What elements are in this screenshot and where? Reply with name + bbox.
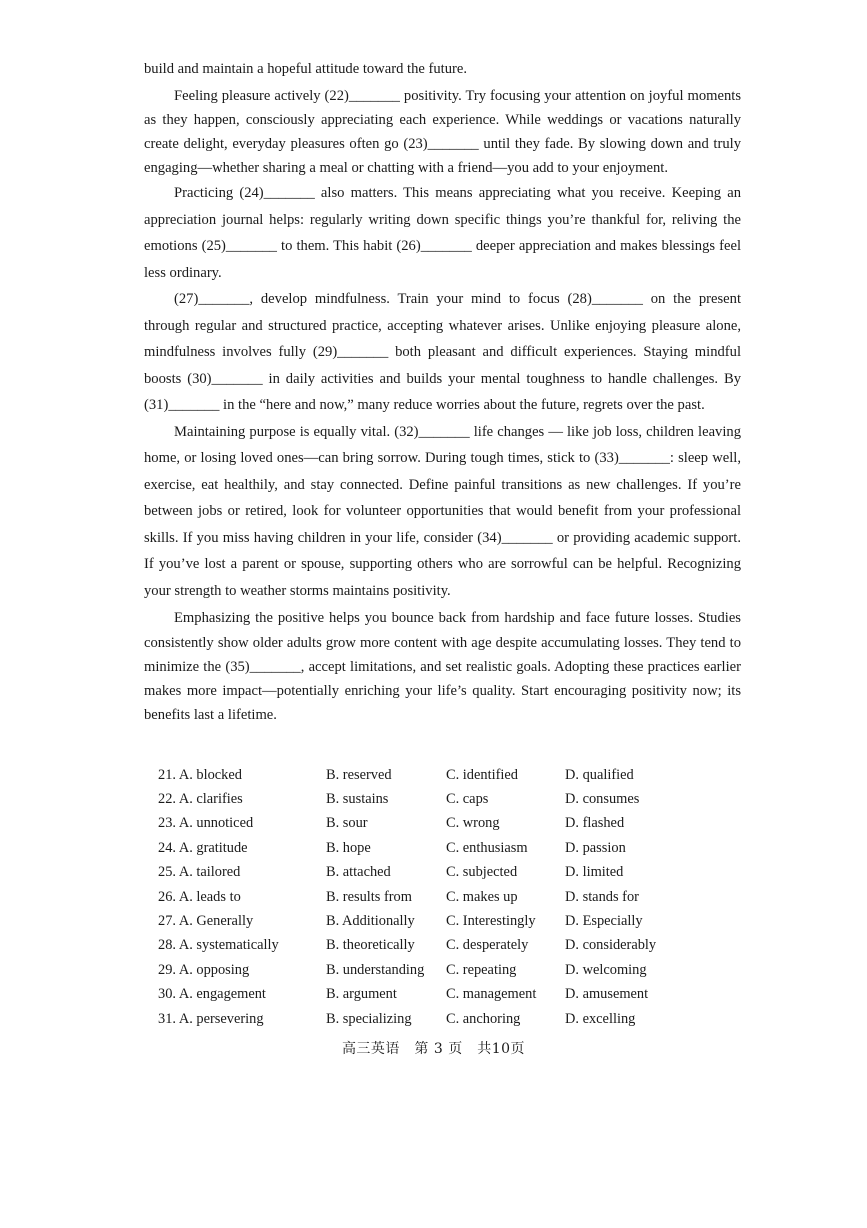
option-a: 31. A. persevering <box>158 1010 264 1027</box>
option-b: B. theoretically <box>326 937 415 954</box>
option-b: B. Additionally <box>326 913 415 930</box>
option-b: B. specializing <box>326 1010 412 1027</box>
option-d: D. Especially <box>565 913 643 930</box>
option-d: D. stands for <box>565 888 639 905</box>
question-row <box>158 909 738 933</box>
question-number: 23. <box>158 815 176 832</box>
question-number: 21. <box>158 766 176 783</box>
option-d: D. amusement <box>565 986 649 1003</box>
question-row <box>158 861 738 885</box>
question-number: 27. <box>158 913 176 930</box>
question-row <box>158 983 738 1007</box>
option-a: 25. A. tailored <box>158 864 241 881</box>
question-row <box>158 1007 738 1031</box>
question-number: 25. <box>158 864 176 881</box>
option-c: C. identified <box>446 766 518 783</box>
option-a: 29. A. opposing <box>158 961 250 978</box>
page-footer: 高三英语 第 3 页 共10页 <box>341 1041 526 1057</box>
option-a: 24. A. gratitude <box>158 839 248 856</box>
question-row <box>158 836 738 860</box>
option-b: B. sour <box>326 815 368 832</box>
option-b: B. understanding <box>326 961 425 978</box>
option-d: D. excelling <box>565 1010 636 1027</box>
question-number: 29. <box>158 961 176 978</box>
question-number: 30. <box>158 986 176 1003</box>
question-number: 28. <box>158 937 176 954</box>
question-row <box>158 763 738 787</box>
option-a: 21. A. blocked <box>158 766 242 783</box>
question-number: 22. <box>158 791 176 808</box>
paragraph-mindfulness: (27)_______, develop mindfulness. Train your mind to focus (28)_______ on the present through regular and structured practice, accepting whatever arises. Unlike enjoying pleasure alone, mindfulness involves fully (29)_______ both pleasant and difficult experiences. Staying mindful boosts (30)_______ in daily activities and builds your mental toughness to handle challenges. By (31)_______ in the “here and now,” many reduce worries about the future, regrets over the past. <box>144 291 741 414</box>
option-d: D. consumes <box>565 791 640 808</box>
question-number: 24. <box>158 839 176 856</box>
option-b: B. sustains <box>326 791 389 808</box>
option-c: C. desperately <box>446 937 529 954</box>
option-b: B. attached <box>326 864 391 881</box>
paragraph-positive: Emphasizing the positive helps you bounce back from hardship and face future losses. Studies consistently show older adults grow more content with age despite accumulating losses. They tend to minimize the (35)_______, accept limitations, and set realistic goals. Adopting these practices earlier makes more impact—potentially enriching your life’s quality. Start encouraging positivity now; its benefits last a lifetime. <box>144 610 741 724</box>
option-c: C. caps <box>446 791 489 808</box>
option-b: B. results from <box>326 888 412 905</box>
option-c: C. repeating <box>446 961 517 978</box>
option-d: D. welcoming <box>565 961 647 978</box>
option-d: D. qualified <box>565 766 634 783</box>
passage-continuation-line: build and maintain a hopeful attitude toward the future. <box>144 61 467 77</box>
option-a: 28. A. systematically <box>158 937 279 954</box>
option-a: 27. A. Generally <box>158 913 254 930</box>
option-a: 30. A. engagement <box>158 986 266 1003</box>
question-row <box>158 787 738 811</box>
answer-options <box>158 763 738 1031</box>
option-a: 26. A. leads to <box>158 888 241 905</box>
option-a: 23. A. unnoticed <box>158 815 254 832</box>
paragraph-purpose: Maintaining purpose is equally vital. (32)_______ life changes — like job loss, children leaving home, or losing loved ones—can bring sorrow. During tough times, stick to (33)_______: sleep well, exercise, eat healthily, and stay connected. Define painful transitions as new challenges. If you’re between jobs or retired, look for volunteer opportunities that would benefit from your professional skills. If you miss having children in your life, consider (34)_______ or providing academic support. If you’ve lost a parent or spouse, supporting others who are sorrowful can be helpful. Recognizing your strength to weather storms maintains positivity. <box>144 423 741 599</box>
question-row <box>158 885 738 909</box>
paragraph-pleasure: Feeling pleasure actively (22)_______ positivity. Try focusing your attention on joyful moments as they happen, consciously appreciating each experience. While weddings or vacations naturally create delight, everyday pleasures often go (23)_______ until they fade. By slowing down and truly engaging—whether sharing a meal or chatting with a friend—you add to your enjoyment. <box>144 87 741 177</box>
reading-passage <box>144 57 741 727</box>
option-b: B. reserved <box>326 766 392 783</box>
option-c: C. enthusiasm <box>446 839 528 856</box>
question-row <box>158 812 738 836</box>
option-d: D. considerably <box>565 937 657 954</box>
question-number: 26. <box>158 888 176 905</box>
option-c: C. Interestingly <box>446 913 536 930</box>
option-b: B. argument <box>326 986 397 1003</box>
question-row <box>158 934 738 958</box>
option-c: C. makes up <box>446 888 518 905</box>
option-c: C. subjected <box>446 864 518 881</box>
option-c: C. management <box>446 986 537 1003</box>
option-c: C. wrong <box>446 815 500 832</box>
option-d: D. flashed <box>565 815 625 832</box>
option-a: 22. A. clarifies <box>158 791 243 808</box>
option-d: D. passion <box>565 839 626 856</box>
option-c: C. anchoring <box>446 1010 521 1027</box>
option-d: D. limited <box>565 864 624 881</box>
question-row <box>158 958 738 982</box>
option-b: B. hope <box>326 839 371 856</box>
paragraph-gratitude: Practicing (24)_______ also matters. This means appreciating what you receive. Keeping an appreciation journal helps: regularly writing down specific things you’re thankful for, reliving the emotions (25)_______ to them. This habit (26)_______ deeper appreciation and makes blessings feel less ordinary. <box>144 185 741 281</box>
question-number: 31. <box>158 1010 176 1027</box>
